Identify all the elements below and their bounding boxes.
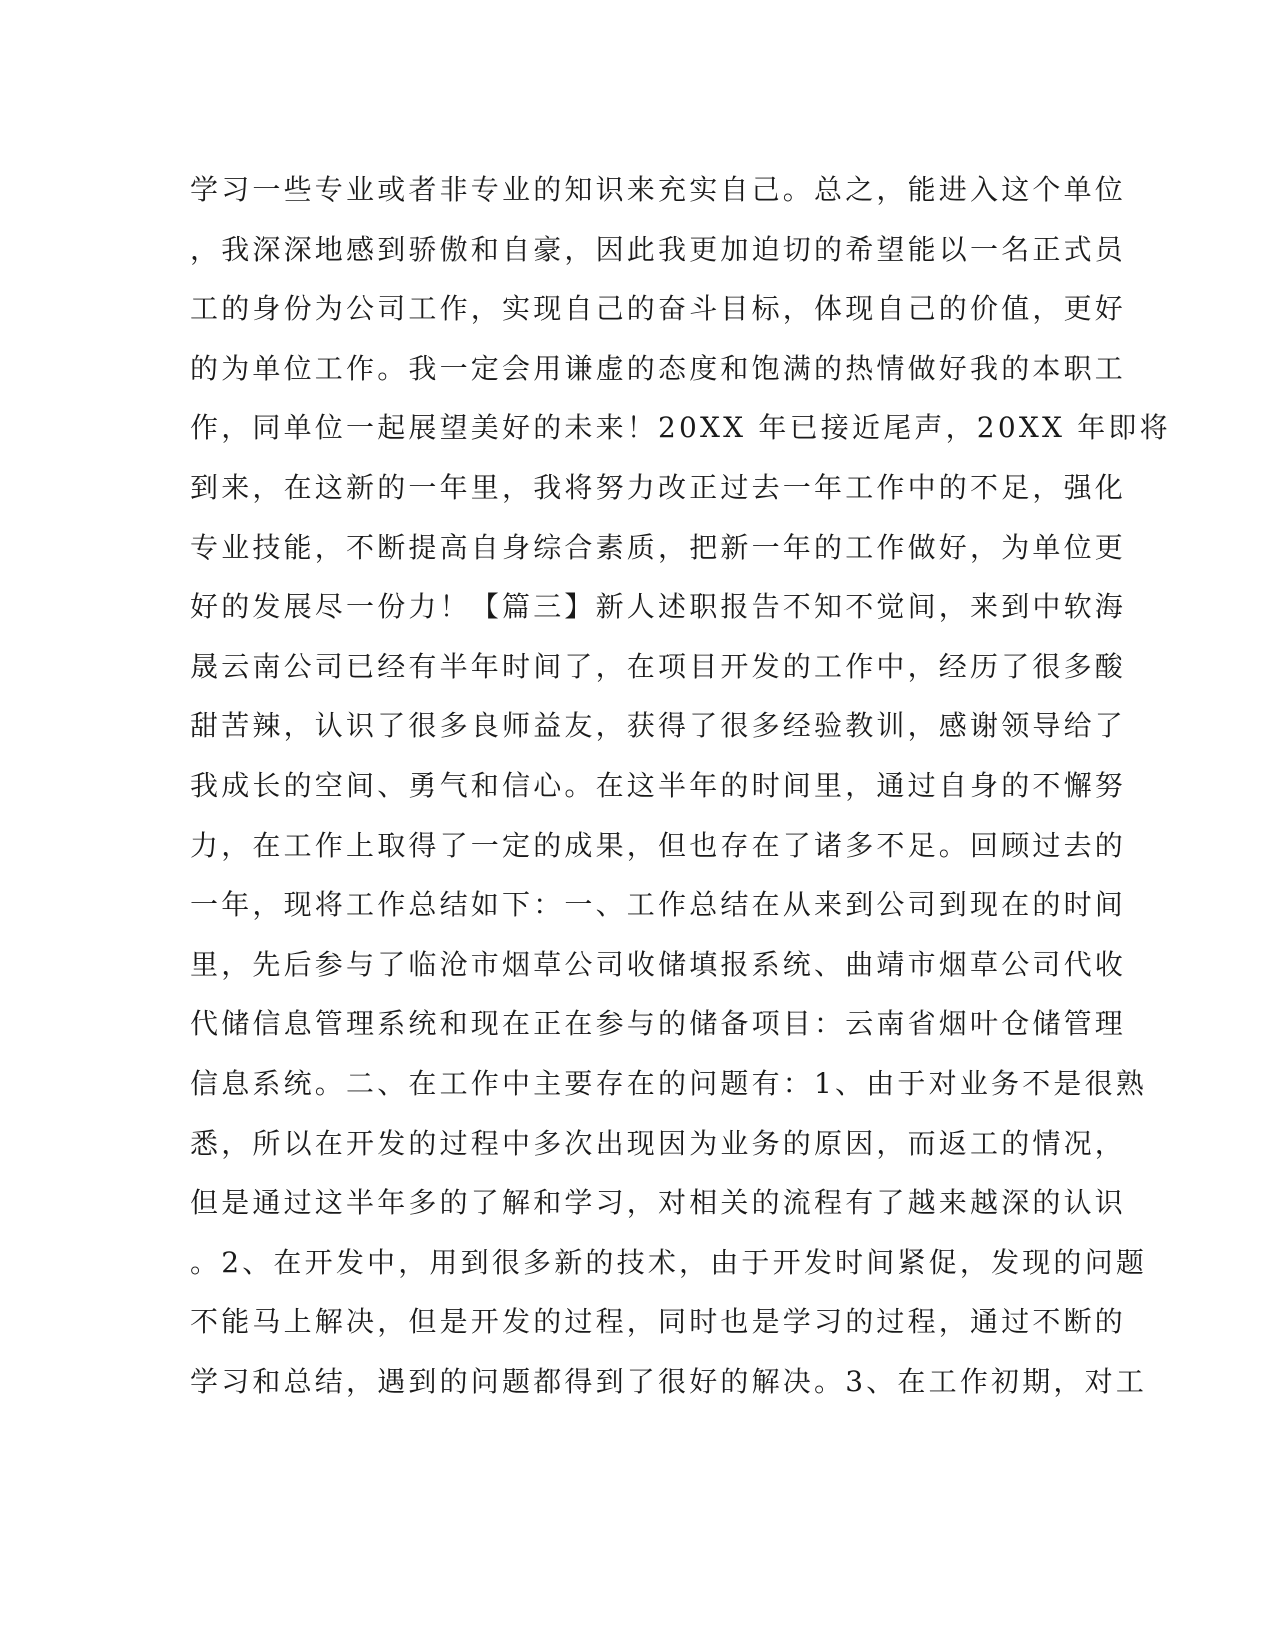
text-line: 信息系统。二、在工作中主要存在的问题有：1、由于对业务不是很熟	[190, 1066, 1148, 1100]
text-line: 的为单位工作。我一定会用谦虚的态度和饱满的热情做好我的本职工	[190, 351, 1127, 385]
text-line: 工的身份为公司工作，实现自己的奋斗目标，体现自己的价值，更好	[190, 292, 1127, 326]
text-line: 到来，在这新的一年里，我将努力改正过去一年工作中的不足，强化	[190, 470, 1127, 504]
text-line: 学习和总结，遇到的问题都得到了很好的解决。3、在工作初期，对工	[190, 1364, 1148, 1398]
text-line: 悉，所以在开发的过程中多次出现因为业务的原因，而返工的情况，	[190, 1126, 1127, 1160]
text-line: ，我深深地感到骄傲和自豪，因此我更加迫切的希望能以一名正式员	[190, 232, 1127, 266]
text-line: 力，在工作上取得了一定的成果，但也存在了诸多不足。回顾过去的	[190, 828, 1127, 862]
text-line: 不能马上解决，但是开发的过程，同时也是学习的过程，通过不断的	[190, 1305, 1127, 1339]
text-line: 好的发展尽一份力！【篇三】新人述职报告不知不觉间，来到中软海	[190, 590, 1127, 624]
text-line: 作，同单位一起展望美好的未来！20XX 年已接近尾声，20XX 年即将	[190, 411, 1171, 445]
text-line: 一年，现将工作总结如下：一、工作总结在从来到公司到现在的时间	[190, 888, 1127, 922]
text-line: 里，先后参与了临沧市烟草公司收储填报系统、曲靖市烟草公司代收	[190, 947, 1127, 981]
text-line: 我成长的空间、勇气和信心。在这半年的时间里，通过自身的不懈努	[190, 768, 1127, 802]
text-line: 代储信息管理系统和现在正在参与的储备项目：云南省烟叶仓储管理	[190, 1007, 1127, 1041]
text-line: 专业技能，不断提高自身综合素质，把新一年的工作做好，为单位更	[190, 530, 1127, 564]
text-line: 但是通过这半年多的了解和学习，对相关的流程有了越来越深的认识	[190, 1186, 1127, 1220]
body-text	[190, 160, 1171, 1411]
text-line: 晟云南公司已经有半年时间了，在项目开发的工作中，经历了很多酸	[190, 649, 1127, 683]
text-line: 。2、在开发中，用到很多新的技术，由于开发时间紧促，发现的问题	[190, 1245, 1148, 1279]
text-line: 甜苦辣，认识了很多良师益友，获得了很多经验教训，感谢领导给了	[190, 709, 1127, 743]
text-line: 学习一些专业或者非专业的知识来充实自己。总之，能进入这个单位	[190, 173, 1127, 206]
